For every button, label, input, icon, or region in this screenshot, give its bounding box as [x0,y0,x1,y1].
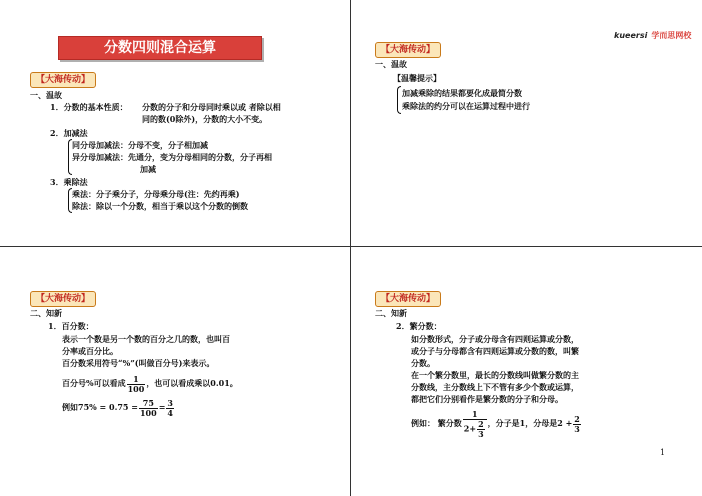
item3-line2: 除法：除以一个分数，相当于乘以这个分数的倒数 [72,201,248,211]
logo-en: kueersi [614,31,648,40]
logo-cn: 学而思网校 [651,31,692,40]
def-line1: 如分数形式，分子或分母含有四则运算或分数， [411,334,579,344]
tip-line1: 加减乘除的结果都要化成最简分数 [402,88,522,98]
section-heading: 二、知新 [375,308,407,318]
inner-fraction [477,420,485,439]
numerator: 2 [478,418,484,429]
numerator: 3 [167,397,173,408]
def-line3: 分数。 [411,358,435,368]
example-a: 例如75% = 0.75 = [62,402,138,412]
brace [397,86,401,114]
section-badge: 【大海传动】 [375,42,441,58]
section-badge: 【大海传动】 [375,291,441,307]
item3-label: 3．乘除法 [50,177,88,187]
page-number: 1 [660,448,666,457]
section-heading: 一、温故 [30,90,62,100]
def-line6: 都把它们分别看作是繁分数的分子和分母。 [411,394,563,404]
def-line4: 在一个繁分数里，最长的分数线叫做繁分数的主 [411,370,579,380]
def-line3: 百分数采用符号“%”(叫做百分号)来表示。 [62,358,215,368]
item-label: 2．繁分数： [396,321,442,331]
def-line4 [62,371,238,395]
numerator: 2 [574,413,580,424]
section-badge: 【大海传动】 [30,72,96,88]
slide-4 [351,247,702,496]
fraction-2-3 [573,415,581,434]
complex-fraction [463,410,487,439]
denominator: 100 [139,407,157,418]
denominator: 3 [574,423,580,434]
slide-3 [0,247,350,496]
section-badge: 【大海传动】 [30,291,96,307]
slide-title: 分数四则混合运算 [58,36,262,60]
equals-sign: = [158,402,166,412]
def-line2: 分率或百分比。 [62,346,118,356]
def-line4-b: ，也可以看成乘以0.01。 [146,378,238,388]
item2-line1: 同分母加减法：分母不变，分子相加减 [72,140,208,150]
item-label: 1．百分数： [48,321,94,331]
fraction-3-4 [166,399,174,418]
item1-text-b: 同的数(0除外)，分数的大小不变。 [142,114,268,124]
example-line [411,407,582,439]
denominator [463,420,487,439]
fraction-75-100 [139,399,158,418]
tip-title: 【温馨提示】 [393,73,441,83]
def-line2: 或分子与分母都含有四则运算或分数的数，叫繁 [411,346,579,356]
def-line1: 表示一个数是另一个数的百分之几的数，也叫百 [62,334,230,344]
def-line5: 分数线，主分数线上下不管有多少个数或运算， [411,382,579,392]
denominator: 100 [127,383,145,394]
numerator: 1 [463,410,487,420]
denominator: 3 [478,428,484,439]
section-heading: 二、知新 [30,308,62,318]
numerator: 1 [127,375,146,385]
item2-line2: 异分母加减法：先通分，变为分母相同的分数，分子再相 [72,152,272,162]
def-line4-a: 百分号%可以看成 [62,378,126,388]
fraction-1-100 [127,375,146,394]
item1-label: 1．分数的基本性质： [50,102,128,112]
example-line [62,395,175,419]
item2-line3: 加减 [140,164,156,174]
slide-2 [351,0,702,246]
numerator: 75 [139,399,158,409]
example-b: ，分子是1，分母是2 + [487,418,573,428]
slide-1 [0,0,350,246]
item3-line1: 乘法：分子乘分子，分母乘分母(注：先约再乘) [72,189,240,199]
section-heading: 一、温故 [375,59,407,69]
item1-text-a: 分数的分子和分母同时乘以或 者除以相 [142,102,281,112]
tip-line2: 乘除法的约分可以在运算过程中进行 [402,101,530,111]
example-a: 例如： 繁分数 [411,418,462,428]
denominator-whole: 2+ [463,423,477,433]
denominator: 4 [167,407,173,418]
item2-label: 2．加减法 [50,128,88,138]
